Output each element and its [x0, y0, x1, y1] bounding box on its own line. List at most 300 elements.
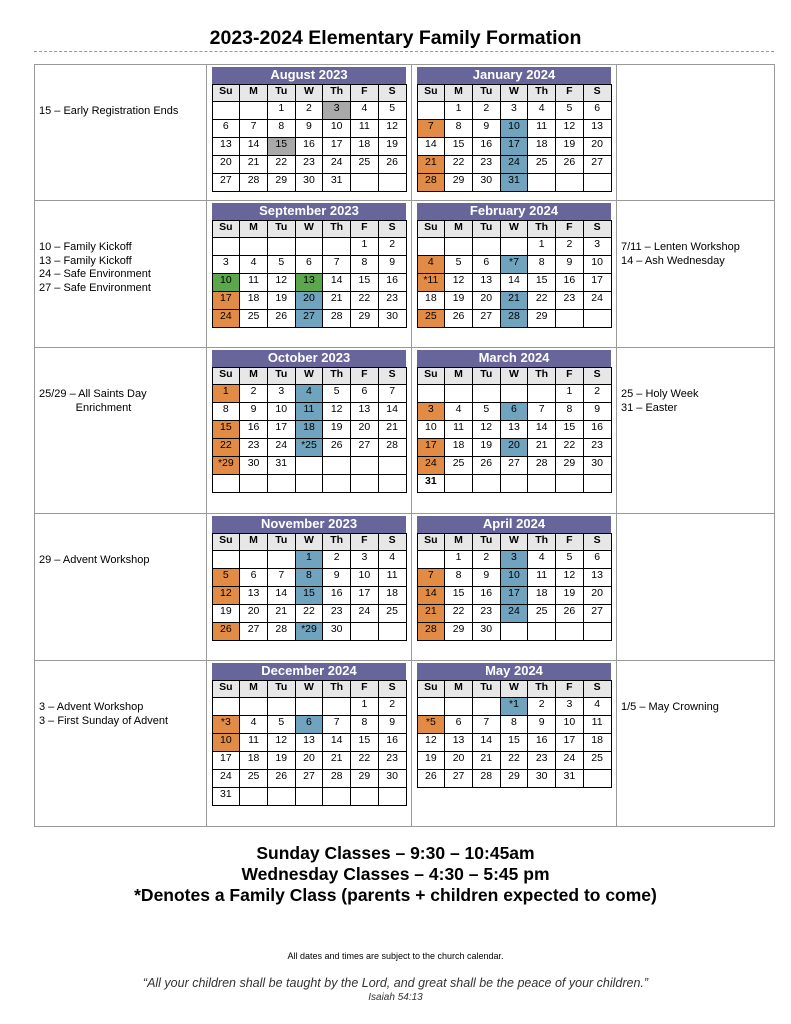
day-cell: 25	[528, 156, 556, 174]
month-calendar	[417, 350, 612, 493]
day-cell: 8	[295, 569, 323, 587]
day-cell: 23	[378, 752, 406, 770]
weekday-label: S	[583, 681, 611, 698]
day-cell: 27	[472, 310, 500, 328]
month-calendar	[417, 663, 612, 788]
day-cell: 12	[323, 403, 351, 421]
day-cell: 30	[583, 457, 611, 475]
day-cell: 23	[323, 605, 351, 623]
day-cell: 18	[240, 752, 268, 770]
day-cell: 21	[472, 752, 500, 770]
class-times	[0, 843, 791, 906]
day-cell	[323, 698, 351, 716]
day-cell: 21	[323, 292, 351, 310]
day-cell: 14	[417, 587, 445, 605]
day-cell	[472, 385, 500, 403]
day-cell: 12	[417, 734, 445, 752]
day-cell: 11	[378, 569, 406, 587]
day-cell: 19	[323, 421, 351, 439]
day-cell: 11	[583, 716, 611, 734]
weekday-label: F	[556, 85, 584, 102]
day-cell: 26	[472, 457, 500, 475]
day-cell	[378, 788, 406, 806]
day-cell: 14	[528, 421, 556, 439]
day-cell	[417, 551, 445, 569]
day-cell: 15	[351, 274, 379, 292]
day-cell: 19	[267, 292, 295, 310]
day-cell: 25	[528, 605, 556, 623]
weekday-label: Su	[417, 221, 445, 238]
left-events	[35, 201, 207, 348]
day-cell	[323, 475, 351, 493]
day-cell: 23	[528, 752, 556, 770]
event-entry: 25 – Holy Week	[621, 388, 699, 400]
weekday-label: Th	[528, 534, 556, 551]
day-cell: 2	[472, 551, 500, 569]
disclaimer: All dates and times are subject to the church calendar.	[287, 951, 504, 961]
day-cell: 13	[212, 138, 240, 156]
event-entry: 27 – Safe Environment	[39, 281, 151, 294]
month-calendar	[417, 67, 612, 192]
day-cell: 18	[417, 292, 445, 310]
day-cell: 10	[323, 120, 351, 138]
weekday-label: M	[445, 368, 473, 385]
weekday-label: W	[295, 368, 323, 385]
weekday-label: Th	[323, 221, 351, 238]
day-cell: 15	[556, 421, 584, 439]
day-cell	[212, 102, 240, 120]
calendar-grid	[34, 64, 775, 827]
day-cell: 29	[445, 174, 473, 192]
month-calendar	[212, 67, 407, 192]
day-cell: 16	[583, 421, 611, 439]
day-cell: 2	[556, 238, 584, 256]
weekday-label: S	[583, 534, 611, 551]
day-cell: 9	[240, 403, 268, 421]
day-cell: 14	[378, 403, 406, 421]
day-cell: 2	[472, 102, 500, 120]
event-entry: 29 – Advent Workshop	[39, 554, 150, 566]
day-cell: 26	[556, 605, 584, 623]
day-cell: 6	[351, 385, 379, 403]
day-cell: 5	[267, 716, 295, 734]
day-cell: 5	[323, 385, 351, 403]
weekday-label: S	[378, 534, 406, 551]
day-cell: 1	[295, 551, 323, 569]
weekday-label: Su	[417, 681, 445, 698]
day-cell: 24	[212, 310, 240, 328]
day-cell: 4	[583, 698, 611, 716]
event-entry: 1/5 – May Crowning	[621, 701, 719, 713]
day-cell: 11	[528, 120, 556, 138]
day-cell: 16	[240, 421, 268, 439]
day-cell: 27	[351, 439, 379, 457]
day-cell: 1	[212, 385, 240, 403]
month-header: February 2024	[417, 203, 611, 221]
day-cell: 12	[378, 120, 406, 138]
weekday-label: Tu	[472, 221, 500, 238]
day-cell: 8	[212, 403, 240, 421]
day-cell: 9	[295, 120, 323, 138]
day-cell	[528, 623, 556, 641]
day-cell: 27	[500, 457, 528, 475]
month-header: December 2024	[212, 663, 406, 681]
day-cell	[212, 551, 240, 569]
day-cell: 8	[445, 569, 473, 587]
day-cell: 2	[378, 698, 406, 716]
day-cell: 23	[472, 605, 500, 623]
day-cell: 27	[583, 605, 611, 623]
month-calendar	[212, 350, 407, 493]
month-header: November 2023	[212, 516, 406, 534]
day-cell	[528, 385, 556, 403]
day-cell: 6	[240, 569, 268, 587]
day-cell	[500, 385, 528, 403]
day-cell: 10	[351, 569, 379, 587]
day-cell: 27	[445, 770, 473, 788]
day-cell: 28	[323, 770, 351, 788]
day-cell: 4	[240, 716, 268, 734]
wednesday-classes: Wednesday Classes – 4:30 – 5:45 pm	[241, 864, 550, 884]
day-cell	[295, 698, 323, 716]
day-cell: 15	[295, 587, 323, 605]
day-cell: 15	[528, 274, 556, 292]
day-cell: 8	[528, 256, 556, 274]
day-cell: 24	[417, 457, 445, 475]
day-cell: 23	[378, 292, 406, 310]
day-cell: 28	[323, 310, 351, 328]
day-cell: 21	[323, 752, 351, 770]
day-cell: 1	[351, 698, 379, 716]
day-cell: 19	[267, 752, 295, 770]
day-cell: 7	[323, 256, 351, 274]
day-cell: 18	[295, 421, 323, 439]
day-cell	[583, 174, 611, 192]
day-cell: 5	[378, 102, 406, 120]
day-cell: 4	[295, 385, 323, 403]
day-cell: 17	[417, 439, 445, 457]
day-cell	[267, 475, 295, 493]
month-cell	[412, 661, 617, 827]
weekday-label: M	[445, 534, 473, 551]
day-cell: 15	[212, 421, 240, 439]
day-cell: 20	[583, 587, 611, 605]
day-cell	[240, 698, 268, 716]
day-cell: 28	[417, 174, 445, 192]
day-cell	[212, 238, 240, 256]
day-cell: 13	[583, 569, 611, 587]
day-cell: 24	[267, 439, 295, 457]
day-cell: 21	[417, 605, 445, 623]
weekday-label: F	[556, 534, 584, 551]
day-cell	[472, 698, 500, 716]
calendar-row	[35, 514, 775, 661]
day-cell: 12	[267, 274, 295, 292]
day-cell: 13	[240, 587, 268, 605]
day-cell	[583, 623, 611, 641]
day-cell: 14	[472, 734, 500, 752]
day-cell	[528, 475, 556, 493]
weekday-label: Th	[323, 368, 351, 385]
day-cell: 16	[378, 274, 406, 292]
day-cell: 6	[212, 120, 240, 138]
weekday-label: Th	[323, 85, 351, 102]
day-cell: 6	[583, 102, 611, 120]
day-cell	[378, 475, 406, 493]
day-cell: 21	[240, 156, 268, 174]
day-cell: 16	[472, 587, 500, 605]
day-cell	[240, 788, 268, 806]
day-cell: 10	[212, 734, 240, 752]
day-cell	[267, 698, 295, 716]
day-cell: 26	[267, 770, 295, 788]
day-cell: 10	[267, 403, 295, 421]
day-cell	[212, 475, 240, 493]
day-cell: 5	[445, 256, 473, 274]
day-cell	[378, 174, 406, 192]
month-header: May 2024	[417, 663, 611, 681]
day-cell: 17	[212, 292, 240, 310]
day-cell: 1	[528, 238, 556, 256]
calendar-row	[35, 201, 775, 348]
day-cell: 12	[212, 587, 240, 605]
day-cell: 16	[556, 274, 584, 292]
day-cell	[417, 102, 445, 120]
day-cell: *3	[212, 716, 240, 734]
day-cell: 24	[212, 770, 240, 788]
day-cell: 18	[351, 138, 379, 156]
day-cell: 8	[500, 716, 528, 734]
day-cell: 16	[295, 138, 323, 156]
day-cell: 30	[240, 457, 268, 475]
day-cell	[445, 475, 473, 493]
day-cell: *1	[500, 698, 528, 716]
day-cell: 7	[528, 403, 556, 421]
day-cell	[267, 551, 295, 569]
month-cell	[207, 65, 412, 201]
day-cell: 13	[351, 403, 379, 421]
day-cell: 9	[378, 256, 406, 274]
weekday-label: M	[240, 368, 268, 385]
day-cell: 22	[351, 292, 379, 310]
weekday-label: S	[583, 221, 611, 238]
day-cell: 21	[267, 605, 295, 623]
day-cell: 29	[500, 770, 528, 788]
weekday-label: W	[295, 85, 323, 102]
day-cell: 30	[378, 310, 406, 328]
day-cell: 29	[556, 457, 584, 475]
day-cell	[417, 238, 445, 256]
weekday-label: W	[500, 681, 528, 698]
day-cell	[323, 457, 351, 475]
day-cell: 25	[445, 457, 473, 475]
day-cell: 15	[445, 138, 473, 156]
weekday-label: F	[556, 681, 584, 698]
day-cell: 11	[445, 421, 473, 439]
day-cell: 5	[212, 569, 240, 587]
day-cell: 20	[445, 752, 473, 770]
event-entry: 31 – Easter	[621, 401, 678, 414]
day-cell: 26	[445, 310, 473, 328]
day-cell: 17	[583, 274, 611, 292]
weekday-label: M	[240, 85, 268, 102]
day-cell: 30	[323, 623, 351, 641]
day-cell: 22	[528, 292, 556, 310]
calendar-row	[35, 65, 775, 201]
day-cell	[295, 788, 323, 806]
scripture-quote: “All your children shall be taught by the Lord, and great shall be the peace of your children.”	[142, 976, 649, 990]
day-cell: 31	[267, 457, 295, 475]
day-cell: 16	[528, 734, 556, 752]
day-cell: *7	[500, 256, 528, 274]
day-cell: 26	[378, 156, 406, 174]
day-cell: 20	[240, 605, 268, 623]
day-cell: 6	[583, 551, 611, 569]
day-cell: 17	[500, 138, 528, 156]
day-cell: 2	[583, 385, 611, 403]
day-cell: 10	[583, 256, 611, 274]
day-cell	[556, 174, 584, 192]
weekday-label: M	[240, 681, 268, 698]
sunday-classes: Sunday Classes – 9:30 – 10:45am	[256, 843, 535, 863]
event-entry: 10 – Family Kickoff	[39, 241, 132, 253]
weekday-label: W	[295, 681, 323, 698]
day-cell: 15	[267, 138, 295, 156]
right-events	[617, 348, 775, 514]
day-cell: 20	[472, 292, 500, 310]
day-cell: 28	[267, 623, 295, 641]
day-cell: 13	[295, 274, 323, 292]
event-entry: 3 – First Sunday of Advent	[39, 714, 169, 727]
day-cell: 30	[472, 623, 500, 641]
day-cell	[351, 174, 379, 192]
day-cell	[556, 475, 584, 493]
day-cell: 18	[240, 292, 268, 310]
calendar-row	[35, 348, 775, 514]
page-title: 2023-2024 Elementary Family Formation	[209, 27, 582, 49]
day-cell: 7	[472, 716, 500, 734]
month-calendar	[417, 203, 612, 328]
day-cell: 22	[500, 752, 528, 770]
day-cell: 13	[295, 734, 323, 752]
day-cell: 17	[351, 587, 379, 605]
day-cell: 19	[472, 439, 500, 457]
day-cell: 10	[212, 274, 240, 292]
day-cell: 3	[323, 102, 351, 120]
day-cell: 29	[351, 770, 379, 788]
day-cell	[472, 475, 500, 493]
day-cell: 9	[583, 403, 611, 421]
day-cell: 28	[240, 174, 268, 192]
day-cell: 24	[556, 752, 584, 770]
day-cell	[351, 475, 379, 493]
weekday-label: Su	[212, 368, 240, 385]
day-cell: 30	[472, 174, 500, 192]
day-cell: 9	[472, 120, 500, 138]
day-cell: 25	[351, 156, 379, 174]
day-cell: 29	[528, 310, 556, 328]
day-cell: 18	[583, 734, 611, 752]
day-cell: 8	[556, 403, 584, 421]
day-cell: 1	[445, 102, 473, 120]
day-cell: 25	[583, 752, 611, 770]
day-cell: 11	[295, 403, 323, 421]
day-cell	[351, 788, 379, 806]
left-events	[35, 514, 207, 661]
day-cell: 5	[267, 256, 295, 274]
day-cell: 17	[267, 421, 295, 439]
day-cell	[500, 475, 528, 493]
weekday-label: M	[445, 221, 473, 238]
day-cell: 8	[351, 256, 379, 274]
day-cell: 10	[556, 716, 584, 734]
day-cell: 2	[323, 551, 351, 569]
weekday-label: Su	[417, 85, 445, 102]
day-cell: 31	[500, 174, 528, 192]
day-cell: 19	[212, 605, 240, 623]
day-cell: 22	[445, 605, 473, 623]
day-cell: 30	[378, 770, 406, 788]
day-cell	[528, 174, 556, 192]
weekday-label: W	[295, 534, 323, 551]
day-cell: 12	[472, 421, 500, 439]
event-entry: 13 – Family Kickoff	[39, 254, 132, 267]
day-cell: 16	[323, 587, 351, 605]
day-cell: 10	[500, 120, 528, 138]
weekday-label: Tu	[267, 85, 295, 102]
day-cell: 11	[528, 569, 556, 587]
day-cell: 4	[417, 256, 445, 274]
event-entry: 15 – Early Registration Ends	[39, 105, 179, 117]
day-cell: 4	[240, 256, 268, 274]
weekday-label: F	[351, 534, 379, 551]
day-cell: 6	[445, 716, 473, 734]
day-cell: 15	[445, 587, 473, 605]
weekday-label: W	[500, 85, 528, 102]
day-cell: 31	[417, 475, 445, 493]
day-cell: 24	[583, 292, 611, 310]
day-cell: 25	[417, 310, 445, 328]
month-calendar	[212, 203, 407, 328]
day-cell: 13	[472, 274, 500, 292]
day-cell: 6	[295, 716, 323, 734]
day-cell: 3	[267, 385, 295, 403]
top-divider	[34, 51, 774, 52]
month-cell	[207, 514, 412, 661]
day-cell: 12	[445, 274, 473, 292]
month-cell	[207, 661, 412, 827]
day-cell	[240, 551, 268, 569]
day-cell: 11	[240, 734, 268, 752]
month-header: April 2024	[417, 516, 611, 534]
day-cell: 2	[240, 385, 268, 403]
weekday-label: Tu	[472, 534, 500, 551]
day-cell: 18	[445, 439, 473, 457]
day-cell: 14	[323, 274, 351, 292]
day-cell: 22	[295, 605, 323, 623]
day-cell: 7	[417, 569, 445, 587]
day-cell: 20	[212, 156, 240, 174]
day-cell: 17	[323, 138, 351, 156]
day-cell: 19	[417, 752, 445, 770]
day-cell	[351, 457, 379, 475]
weekday-label: F	[556, 221, 584, 238]
weekday-label: M	[240, 534, 268, 551]
weekday-label: Tu	[267, 534, 295, 551]
day-cell: 24	[500, 156, 528, 174]
day-cell: 28	[417, 623, 445, 641]
month-header: September 2023	[212, 203, 406, 221]
